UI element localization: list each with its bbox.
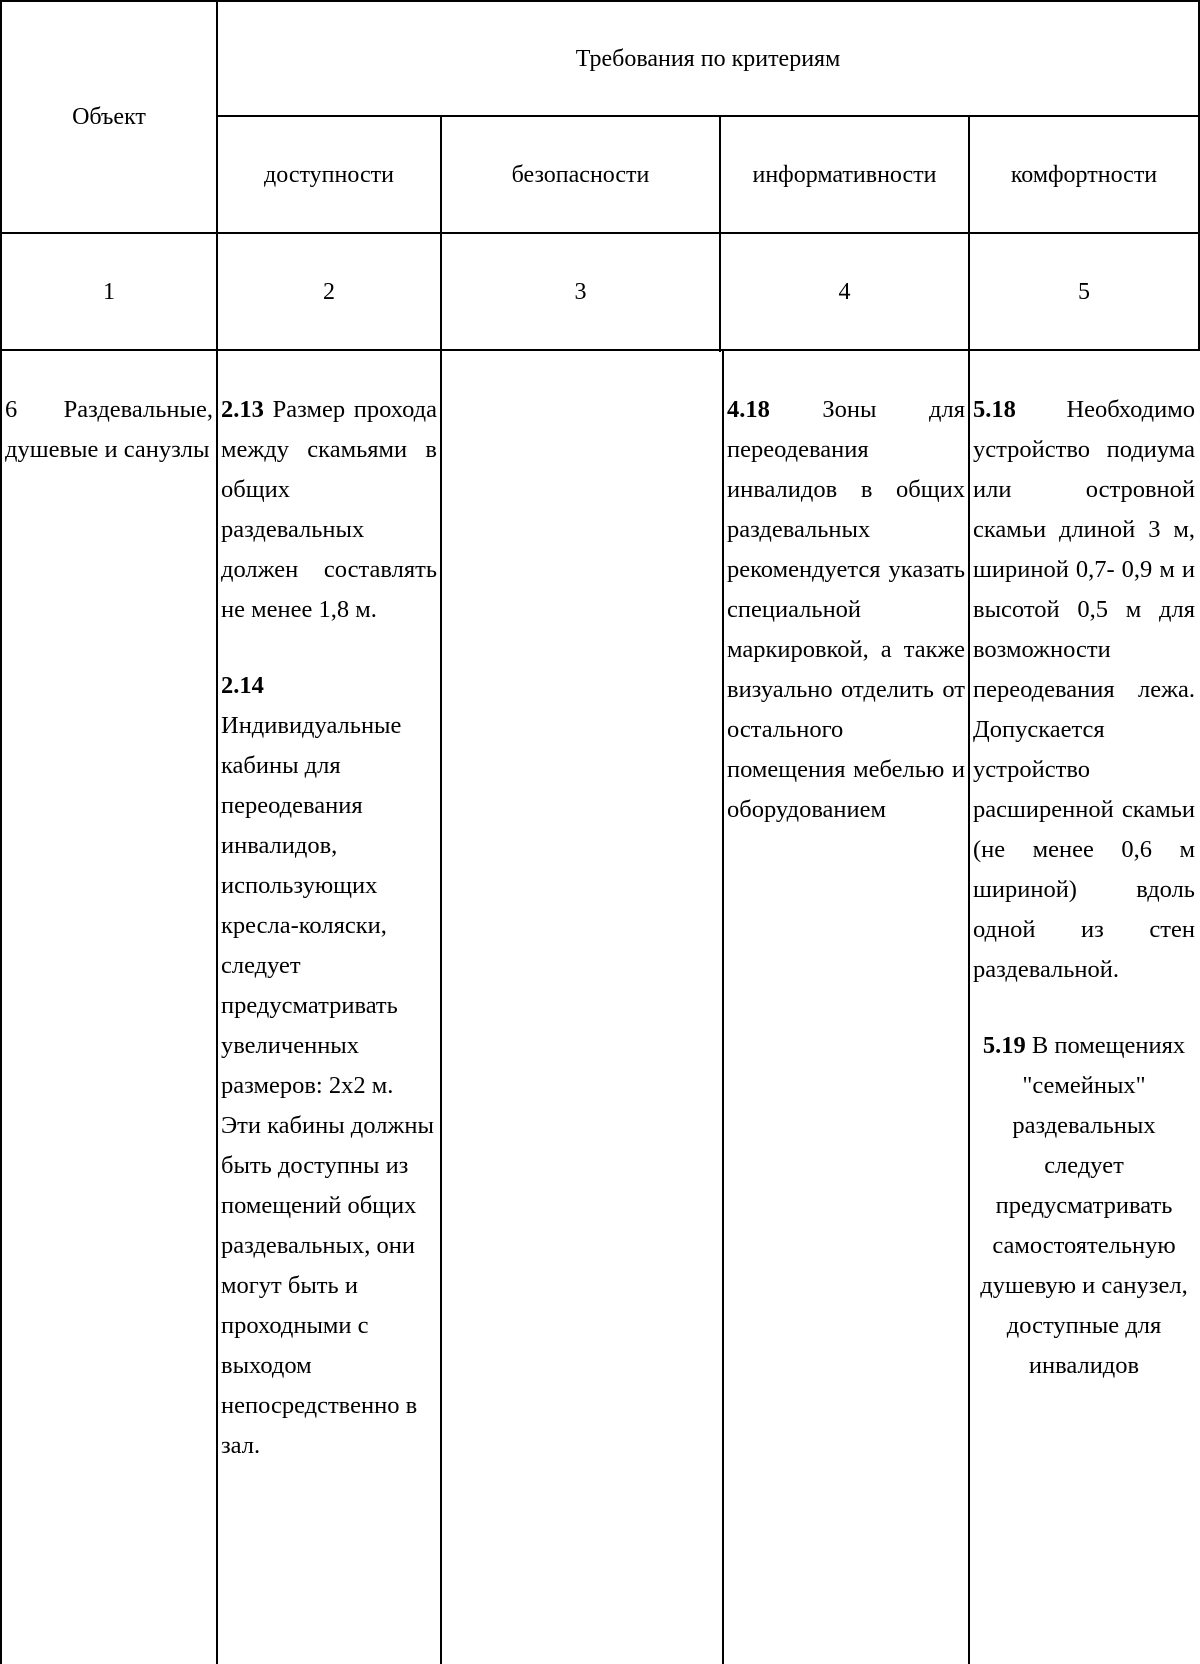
header-criterion-safety: безопасности	[511, 161, 650, 188]
requirement-number: 5.19	[982, 1032, 1026, 1059]
column-number-2: 2	[323, 278, 335, 305]
requirement-text: Необходимо устройство подиума или островной скамьи длиной 3 м, шириной 0,7- 0,9 м и высотой 0,5 м для возможности переодевания лежа. Допускается устройство расширенной скамьи (не менее 0,6 м шириной) вдоль одной из стен раздевальной.	[973, 396, 1195, 983]
paragraph-spacer	[221, 630, 437, 666]
paragraph-spacer	[973, 990, 1195, 1026]
header-criterion-comfort: комфортности	[1010, 161, 1158, 188]
requirement-5-19	[973, 1026, 1195, 1386]
requirement-number: 4.18	[727, 396, 770, 423]
accessibility-cell	[221, 390, 437, 1466]
row-object-text: 6 Раздевальные, душевые и санузлы	[5, 396, 213, 463]
requirement-number: 5.18	[973, 396, 1016, 423]
numbers-bottom-rule	[0, 349, 1200, 351]
requirement-5-18	[973, 390, 1195, 990]
header-requirements: Требования по критериям	[575, 45, 841, 72]
column-number-4: 4	[838, 278, 851, 305]
column-number-1: 1	[103, 278, 115, 305]
header-criterion-informativeness: информативности	[752, 161, 937, 188]
column-number-3: 3	[574, 278, 587, 305]
requirement-text: Зоны для переодевания инвалидов в общих раздевальных рекомендуется указать специальной маркировкой, а также визуально отделить от остального помещения мебелью и оборудованием	[727, 396, 965, 823]
header-object: Объект	[72, 104, 146, 130]
column-rule-3-body	[722, 350, 724, 1664]
requirement-2-13	[221, 390, 437, 630]
requirement-2-14	[221, 666, 437, 1466]
requirement-text: Индивидуальные кабины для переодевания инвалидов, использующих кресла-коляски, следует предусматривать увеличенных размеров: 2х2 м. Эти кабины должны быть доступны из помещений общих раздевальных, они могут быть и проходными с выходом непосредственно в зал.	[221, 712, 434, 1459]
requirement-4-18	[727, 390, 965, 830]
column-number-5: 5	[1078, 278, 1090, 305]
requirement-number: 2.13	[221, 396, 264, 423]
requirement-number: 2.14	[221, 672, 264, 699]
requirement-text: В помещениях "семейных" раздевальных следует предусматривать самостоятельную душевую и санузел, доступные для инвалидов	[980, 1032, 1188, 1379]
requirement-text: Размер прохода между скамьями в общих раздевальных должен составлять не менее 1,8 м.	[221, 396, 437, 623]
row-object-cell	[5, 390, 213, 470]
informativeness-cell	[727, 390, 965, 830]
header-criterion-accessibility: доступности	[264, 161, 394, 188]
comfort-cell	[973, 390, 1195, 1386]
